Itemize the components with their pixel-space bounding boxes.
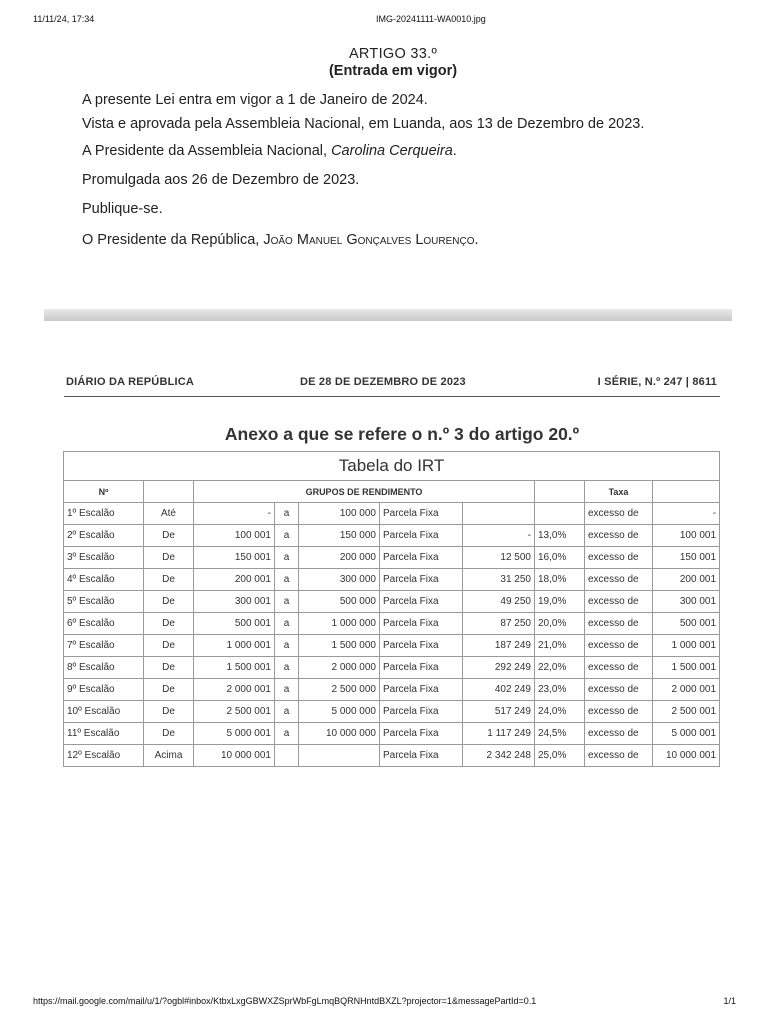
income-to: 2 000 000 [299, 657, 380, 679]
income-to: 10 000 000 [299, 723, 380, 745]
excess-value: 300 001 [653, 591, 720, 613]
signatory-name: Carolina Cerqueira [331, 143, 453, 159]
income-to: 300 000 [299, 569, 380, 591]
print-page-number: 1/1 [723, 996, 736, 1006]
table-row [64, 503, 720, 525]
irt-table [63, 451, 720, 767]
print-datetime: 11/11/24, 17:34 [33, 14, 95, 24]
range-connector: a [275, 723, 299, 745]
tax-rate: 16,0% [535, 547, 585, 569]
bracket-label: 5º Escalão [64, 591, 144, 613]
bracket-keyword: De [144, 525, 194, 547]
fixed-portion-label: Parcela Fixa [380, 745, 463, 767]
range-connector: a [275, 547, 299, 569]
header-income-groups: GRUPOS DE RENDIMENTO [194, 481, 535, 503]
print-footer [0, 996, 768, 1008]
fixed-portion-value: 1 117 249 [463, 723, 535, 745]
line-prefix: O Presidente da República, [82, 232, 264, 248]
article-number: ARTIGO 33.º [348, 46, 438, 62]
income-to: 500 000 [299, 591, 380, 613]
bracket-label: 7º Escalão [64, 635, 144, 657]
range-connector: a [275, 503, 299, 525]
line-suffix: . [474, 232, 479, 248]
header-empty [144, 481, 194, 503]
tax-rate: 13,0% [535, 525, 585, 547]
table-row [64, 547, 720, 569]
income-to [299, 745, 380, 767]
tax-rate: 18,0% [535, 569, 585, 591]
income-to: 2 500 000 [299, 679, 380, 701]
fixed-portion-value: - [463, 525, 535, 547]
header-rule [64, 396, 720, 397]
fixed-portion-value: 49 250 [463, 591, 535, 613]
excess-label: excesso de [585, 635, 653, 657]
excess-label: excesso de [585, 701, 653, 723]
fixed-portion-label: Parcela Fixa [380, 701, 463, 723]
excess-value: 2 500 001 [653, 701, 720, 723]
bracket-label: 8º Escalão [64, 657, 144, 679]
income-from: 300 001 [194, 591, 275, 613]
fixed-portion-label: Parcela Fixa [380, 503, 463, 525]
fixed-portion-value: 402 249 [463, 679, 535, 701]
gazette-series: I SÉRIE, N.º 247 | 8611 [597, 376, 717, 388]
tax-rate: 19,0% [535, 591, 585, 613]
fixed-portion-value [463, 503, 535, 525]
annex-title: Anexo a que se refere o n.º 3 do artigo 20.º [224, 424, 580, 444]
excess-label: excesso de [585, 723, 653, 745]
range-connector: a [275, 591, 299, 613]
line-suffix: . [452, 143, 457, 159]
excess-label: excesso de [585, 525, 653, 547]
header-empty [653, 481, 720, 503]
bracket-label: 3º Escalão [64, 547, 144, 569]
income-to: 1 000 000 [299, 613, 380, 635]
bracket-label: 10º Escalão [64, 701, 144, 723]
tax-rate: 20,0% [535, 613, 585, 635]
excess-label: excesso de [585, 569, 653, 591]
bracket-label: 6º Escalão [64, 613, 144, 635]
income-from: 150 001 [194, 547, 275, 569]
table-row [64, 701, 720, 723]
bracket-label: 9º Escalão [64, 679, 144, 701]
fixed-portion-value: 2 342 248 [463, 745, 535, 767]
income-from: 2 500 001 [194, 701, 275, 723]
table-row [64, 525, 720, 547]
table-row [64, 569, 720, 591]
bracket-label: 4º Escalão [64, 569, 144, 591]
excess-value: 2 000 001 [653, 679, 720, 701]
bracket-keyword: De [144, 657, 194, 679]
gazette-name: DIÁRIO DA REPÚBLICA [66, 376, 195, 388]
table-row [64, 591, 720, 613]
table-row [64, 679, 720, 701]
header-rate: Taxa [585, 481, 653, 503]
excess-value: - [653, 503, 720, 525]
fixed-portion-label: Parcela Fixa [380, 547, 463, 569]
print-filename: IMG-20241111-WA0010.jpg [376, 14, 486, 24]
range-connector [275, 745, 299, 767]
excess-value: 500 001 [653, 613, 720, 635]
print-header [0, 14, 768, 26]
excess-value: 10 000 001 [653, 745, 720, 767]
range-connector: a [275, 569, 299, 591]
income-to: 150 000 [299, 525, 380, 547]
tax-rate [535, 503, 585, 525]
gazette-date: DE 28 DE DEZEMBRO DE 2023 [300, 376, 466, 388]
article-line: Publique-se. [82, 201, 163, 217]
range-connector: a [275, 657, 299, 679]
tax-rate: 24,5% [535, 723, 585, 745]
bracket-label: 1º Escalão [64, 503, 144, 525]
fixed-portion-value: 12 500 [463, 547, 535, 569]
table-row [64, 635, 720, 657]
excess-label: excesso de [585, 613, 653, 635]
page-divider [44, 309, 732, 321]
fixed-portion-label: Parcela Fixa [380, 635, 463, 657]
income-from: 1 000 001 [194, 635, 275, 657]
header-empty [535, 481, 585, 503]
income-from: 2 000 001 [194, 679, 275, 701]
income-to: 100 000 [299, 503, 380, 525]
table-row [64, 723, 720, 745]
excess-value: 5 000 001 [653, 723, 720, 745]
article-line: A presente Lei entra em vigor a 1 de Janeiro de 2024. [82, 92, 428, 108]
excess-value: 200 001 [653, 569, 720, 591]
income-to: 5 000 000 [299, 701, 380, 723]
fixed-portion-value: 517 249 [463, 701, 535, 723]
fixed-portion-label: Parcela Fixa [380, 723, 463, 745]
tax-rate: 21,0% [535, 635, 585, 657]
bracket-keyword: De [144, 723, 194, 745]
tax-rate: 24,0% [535, 701, 585, 723]
bracket-label: 12º Escalão [64, 745, 144, 767]
income-from: 100 001 [194, 525, 275, 547]
range-connector: a [275, 679, 299, 701]
fixed-portion-value: 187 249 [463, 635, 535, 657]
bracket-keyword: De [144, 635, 194, 657]
excess-label: excesso de [585, 503, 653, 525]
excess-value: 1 000 001 [653, 635, 720, 657]
article-title: (Entrada em vigor) [328, 63, 458, 79]
print-url: https://mail.google.com/mail/u/1/?ogbl#inbox/KtbxLxgGBWXZSprWbFgLmqBQRNHntdBXZL?projector=1&messagePartId=0.1 [33, 996, 537, 1006]
table-title: Tabela do IRT [64, 452, 720, 481]
excess-label: excesso de [585, 657, 653, 679]
fixed-portion-value: 87 250 [463, 613, 535, 635]
excess-value: 150 001 [653, 547, 720, 569]
bracket-keyword: De [144, 591, 194, 613]
excess-value: 100 001 [653, 525, 720, 547]
range-connector: a [275, 635, 299, 657]
fixed-portion-label: Parcela Fixa [380, 569, 463, 591]
table-row [64, 657, 720, 679]
bracket-keyword: Até [144, 503, 194, 525]
income-to: 200 000 [299, 547, 380, 569]
article-heading [0, 46, 768, 80]
bracket-label: 11º Escalão [64, 723, 144, 745]
line-prefix: A Presidente da Assembleia Nacional, [82, 143, 332, 159]
gazette-header [66, 376, 717, 390]
income-from: 500 001 [194, 613, 275, 635]
fixed-portion-label: Parcela Fixa [380, 679, 463, 701]
article-line [82, 143, 457, 159]
bracket-keyword: De [144, 701, 194, 723]
article-line: Promulgada aos 26 de Dezembro de 2023. [82, 172, 360, 188]
fixed-portion-label: Parcela Fixa [380, 591, 463, 613]
bracket-keyword: De [144, 613, 194, 635]
excess-value: 1 500 001 [653, 657, 720, 679]
table-row [64, 613, 720, 635]
bracket-label: 2º Escalão [64, 525, 144, 547]
tax-rate: 25,0% [535, 745, 585, 767]
tax-rate: 23,0% [535, 679, 585, 701]
income-from: 200 001 [194, 569, 275, 591]
header-number: Nº [64, 481, 144, 503]
president-name: João Manuel Gonçalves Lourenço [263, 232, 475, 248]
table-row [64, 745, 720, 767]
tax-rate: 22,0% [535, 657, 585, 679]
bracket-keyword: De [144, 679, 194, 701]
bracket-keyword: Acima [144, 745, 194, 767]
excess-label: excesso de [585, 591, 653, 613]
range-connector: a [275, 613, 299, 635]
range-connector: a [275, 525, 299, 547]
bracket-keyword: De [144, 569, 194, 591]
article-line: Vista e aprovada pela Assembleia Nacional, em Luanda, aos 13 de Dezembro de 2023. [82, 116, 645, 132]
income-from: 1 500 001 [194, 657, 275, 679]
article-33 [0, 46, 768, 248]
excess-label: excesso de [585, 679, 653, 701]
income-from: 10 000 001 [194, 745, 275, 767]
fixed-portion-value: 31 250 [463, 569, 535, 591]
income-from: - [194, 503, 275, 525]
article-line [82, 232, 479, 248]
income-from: 5 000 001 [194, 723, 275, 745]
bracket-keyword: De [144, 547, 194, 569]
excess-label: excesso de [585, 547, 653, 569]
range-connector: a [275, 701, 299, 723]
fixed-portion-label: Parcela Fixa [380, 657, 463, 679]
income-to: 1 500 000 [299, 635, 380, 657]
fixed-portion-label: Parcela Fixa [380, 525, 463, 547]
fixed-portion-label: Parcela Fixa [380, 613, 463, 635]
excess-label: excesso de [585, 745, 653, 767]
fixed-portion-value: 292 249 [463, 657, 535, 679]
